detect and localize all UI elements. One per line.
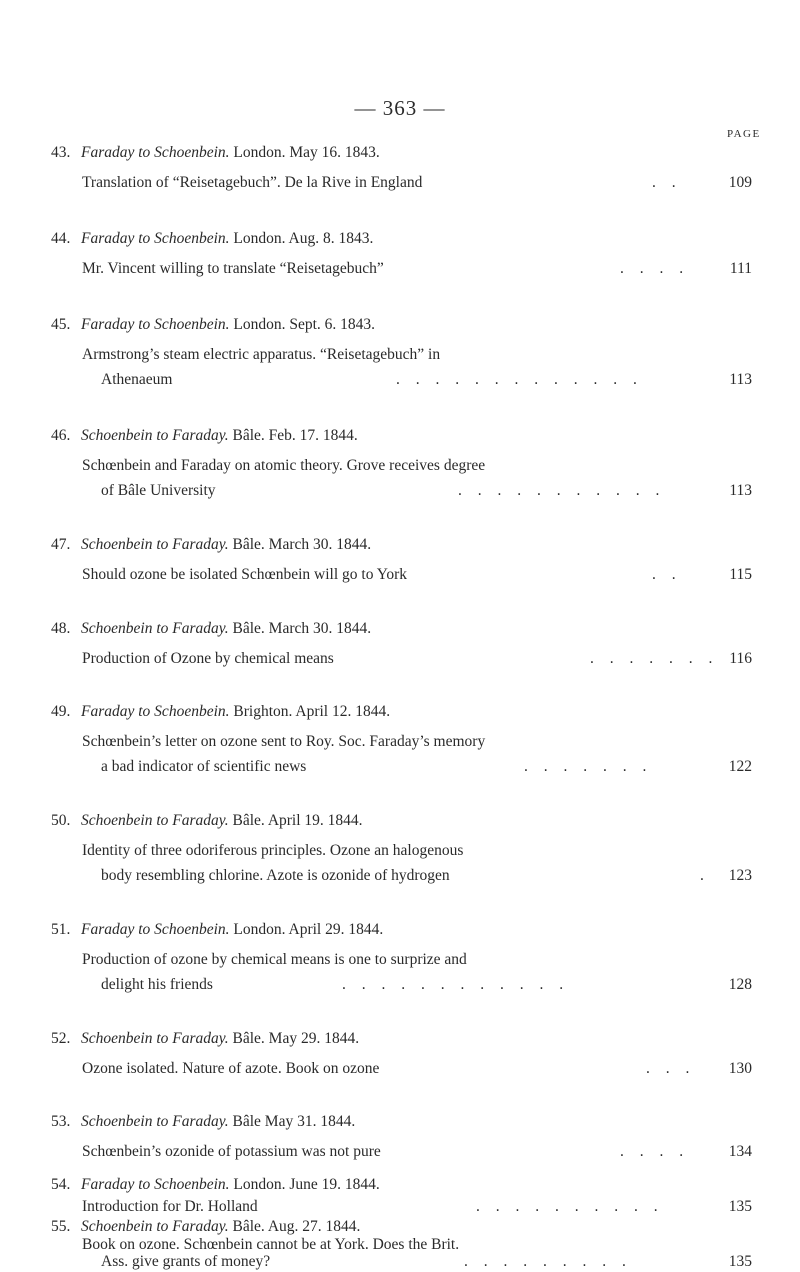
- leader-dots: .: [700, 867, 710, 884]
- leader-dots: . . . . . . . . .: [464, 1253, 632, 1270]
- entry-title: Faraday to Schoenbein.: [81, 144, 230, 161]
- entry-meta: Bâle. Feb. 17. 1844.: [232, 427, 358, 444]
- entry-page: 135: [728, 1198, 752, 1215]
- entry-meta: Bâle May 31. 1844.: [232, 1113, 356, 1130]
- entry-description: Should ozone be isolated Schœnbein will go to York: [82, 566, 408, 583]
- entry-description: Mr. Vincent willing to translate “Reisetagebuch”: [82, 260, 384, 277]
- entry-meta: Bâle. Aug. 27. 1844.: [232, 1218, 361, 1235]
- leader-dots: . .: [652, 566, 682, 583]
- entry-meta: Bâle. March 30. 1844.: [232, 536, 372, 553]
- entry-number: 43.: [51, 144, 71, 161]
- entry-description-cont: Athenaeum: [101, 371, 173, 388]
- entry-description: Translation of “Reisetagebuch”. De la Rive in England: [82, 174, 423, 191]
- entry-page: 135: [728, 1253, 752, 1270]
- entry-page: 122: [728, 758, 752, 775]
- entry-title: Faraday to Schoenbein.: [81, 921, 230, 938]
- entry-meta: London. June 19. 1844.: [233, 1176, 380, 1193]
- entry-number: 44.: [51, 230, 71, 247]
- entry-title: Schoenbein to Faraday.: [81, 1218, 229, 1235]
- entry-page: 128: [728, 976, 752, 993]
- entry-page: 116: [729, 650, 752, 667]
- entry-page: 113: [729, 371, 752, 388]
- entry-title: Schoenbein to Faraday.: [81, 536, 229, 553]
- leader-dots: . . . . . . . . . . . .: [342, 976, 570, 993]
- entry-description-cont: Ass. give grants of money?: [101, 1253, 271, 1270]
- leader-dots: . . . . . . . . . .: [476, 1198, 664, 1215]
- entry-title: Faraday to Schoenbein.: [81, 230, 230, 247]
- entry-title: Faraday to Schoenbein.: [81, 316, 230, 333]
- entry-meta: London. Aug. 8. 1843.: [233, 230, 374, 247]
- leader-dots: . . . . . . .: [590, 650, 719, 667]
- entry-meta: Bâle. May 29. 1844.: [232, 1030, 360, 1047]
- entry-description-cont: body resembling chlorine. Azote is ozonide of hydrogen: [101, 867, 450, 884]
- entry-title: Schoenbein to Faraday.: [81, 812, 229, 829]
- entry-description: Armstrong’s steam electric apparatus. “Reisetagebuch” in: [82, 346, 441, 363]
- entry-meta: London. May 16. 1843.: [233, 144, 380, 161]
- entry-description-cont: of Bâle University: [101, 482, 216, 499]
- entry-page: 130: [728, 1060, 752, 1077]
- entry-description: Identity of three odoriferous principles. Ozone an halogenous: [82, 842, 464, 859]
- entry-meta: Brighton. April 12. 1844.: [233, 703, 391, 720]
- entry-number: 54.: [51, 1176, 71, 1193]
- page-column-label: PAGE: [727, 128, 761, 140]
- page-number: — 363 —: [354, 96, 446, 120]
- entry-page: 115: [729, 566, 752, 583]
- leader-dots: . . .: [646, 1060, 696, 1077]
- leader-dots: . . . . . . . . . . .: [458, 482, 666, 499]
- entry-number: 46.: [51, 427, 71, 444]
- entry-number: 48.: [51, 620, 71, 637]
- entry-description: Schœnbein and Faraday on atomic theory. Grove receives degree: [82, 457, 486, 474]
- entry-title: Faraday to Schoenbein.: [81, 703, 230, 720]
- entry-description: Production of ozone by chemical means is one to surprize and: [82, 951, 467, 968]
- entry-title: Faraday to Schoenbein.: [81, 1176, 230, 1193]
- entry-description: Introduction for Dr. Holland: [82, 1198, 258, 1215]
- entry-description-cont: a bad indicator of scientific news: [101, 758, 307, 775]
- entry-page: 109: [728, 174, 752, 191]
- leader-dots: . . . .: [620, 260, 690, 277]
- entry-number: 47.: [51, 536, 71, 553]
- entry-number: 49.: [51, 703, 71, 720]
- leader-dots: . .: [652, 174, 682, 191]
- entry-page: 113: [729, 482, 752, 499]
- entry-description: Ozone isolated. Nature of azote. Book on ozone: [82, 1060, 380, 1077]
- leader-dots: . . . .: [620, 1143, 690, 1160]
- entry-page: 123: [728, 867, 752, 884]
- entry-number: 50.: [51, 812, 71, 829]
- entry-description: Schœnbein’s ozonide of potassium was not pure: [82, 1143, 381, 1160]
- entry-number: 51.: [51, 921, 71, 938]
- entry-meta: Bâle. March 30. 1844.: [232, 620, 372, 637]
- entry-meta: Bâle. April 19. 1844.: [232, 812, 363, 829]
- entry-description: Schœnbein’s letter on ozone sent to Roy. Soc. Faraday’s memory: [82, 733, 486, 750]
- entry-title: Schoenbein to Faraday.: [81, 427, 229, 444]
- entry-title: Schoenbein to Faraday.: [81, 1030, 229, 1047]
- entry-title: Schoenbein to Faraday.: [81, 1113, 229, 1130]
- leader-dots: . . . . . . . . . . . . .: [396, 371, 643, 388]
- entry-description: Production of Ozone by chemical means: [82, 650, 334, 667]
- entry-description-cont: delight his friends: [101, 976, 213, 993]
- entry-page: 111: [729, 260, 752, 277]
- entry-number: 55.: [51, 1218, 71, 1235]
- entry-title: Schoenbein to Faraday.: [81, 620, 229, 637]
- entry-number: 52.: [51, 1030, 71, 1047]
- entry-meta: London. April 29. 1844.: [233, 921, 384, 938]
- entry-meta: London. Sept. 6. 1843.: [233, 316, 376, 333]
- leader-dots: . . . . . . .: [524, 758, 653, 775]
- entry-page: 134: [728, 1143, 752, 1160]
- entry-number: 53.: [51, 1113, 71, 1130]
- entry-number: 45.: [51, 316, 71, 333]
- entry-description: Book on ozone. Schœnbein cannot be at York. Does the Brit.: [82, 1236, 460, 1253]
